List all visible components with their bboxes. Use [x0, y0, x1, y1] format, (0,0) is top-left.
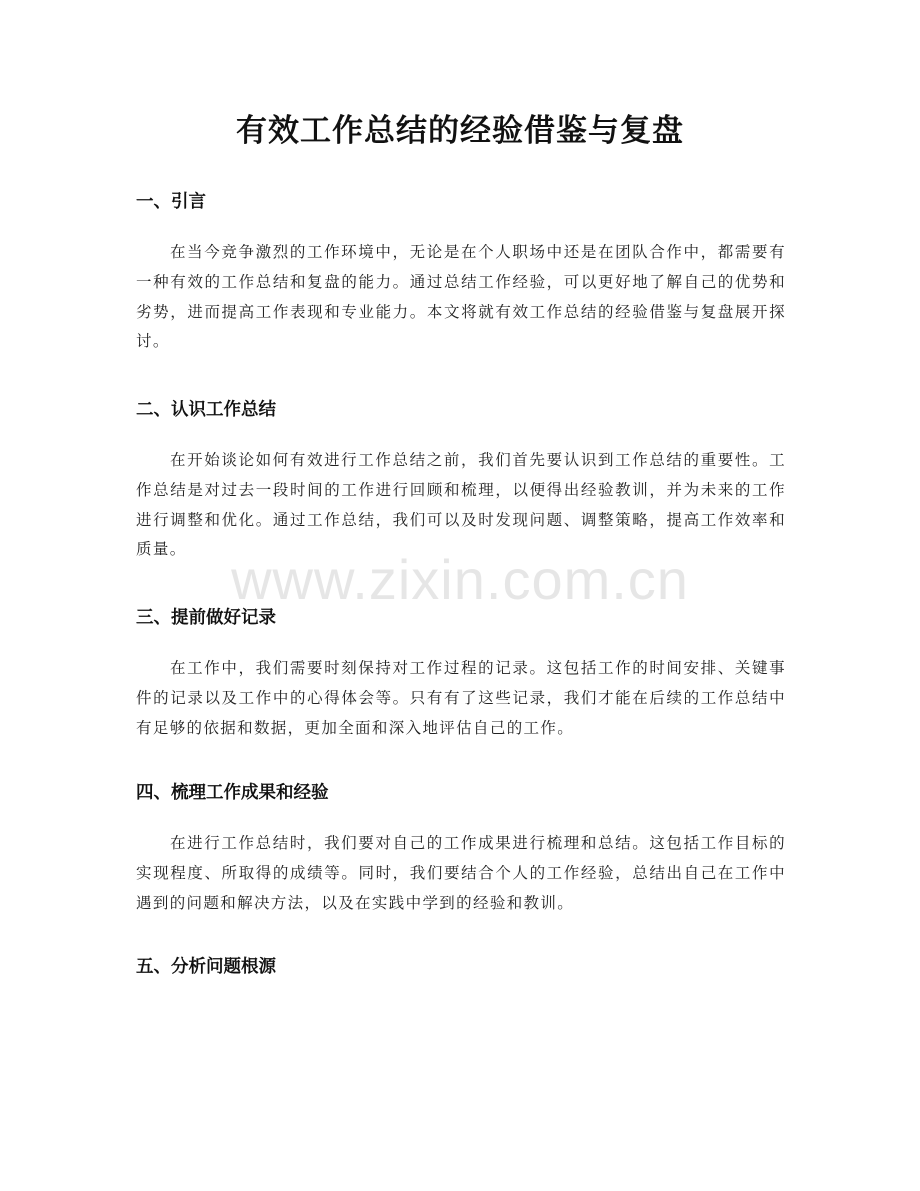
section-sort-results — [136, 781, 786, 918]
section-heading: 三、提前做好记录 — [136, 608, 276, 628]
section-paragraph: 在当今竞争激烈的工作环境中，无论是在个人职场中还是在团队合作中，都需要有一种有效的工作总结和复盘的能力。通过总结工作经验，可以更好地了解自己的优势和劣势，进而提高工作表现和专业能力。本文将就有效工作总结的经验借鉴与复盘展开探讨。 — [136, 243, 786, 351]
section-introduction — [136, 190, 786, 357]
section-heading: 五、分析问题根源 — [136, 957, 276, 977]
watermark-text: www.zixin.com.cn — [231, 548, 689, 611]
section-understand-summary — [136, 398, 786, 565]
document-title: 有效工作总结的经验借鉴与复盘 — [236, 113, 684, 149]
section-heading: 二、认识工作总结 — [136, 400, 276, 420]
section-heading: 一、引言 — [136, 192, 206, 212]
section-keep-records — [136, 606, 786, 743]
section-analyze-root-cause — [136, 955, 786, 979]
section-paragraph: 在工作中，我们需要时刻保持对工作过程的记录。这包括工作的时间安排、关键事件的记录以及工作中的心得体会等。只有有了这些记录，我们才能在后续的工作总结中有足够的依据和数据，更加全面和深入地评估自己的工作。 — [136, 659, 786, 737]
section-heading: 四、梳理工作成果和经验 — [136, 783, 329, 803]
section-paragraph: 在进行工作总结时，我们要对自己的工作成果进行梳理和总结。这包括工作目标的实现程度、所取得的成绩等。同时，我们要结合个人的工作经验，总结出自己在工作中遇到的问题和解决方法，以及在实践中学到的经验和教训。 — [136, 834, 786, 912]
section-paragraph: 在开始谈论如何有效进行工作总结之前，我们首先要认识到工作总结的重要性。工作总结是对过去一段时间的工作进行回顾和梳理，以便得出经验教训，并为未来的工作进行调整和优化。通过工作总结，我们可以及时发现问题、调整策略，提高工作效率和质量。 — [136, 451, 786, 559]
